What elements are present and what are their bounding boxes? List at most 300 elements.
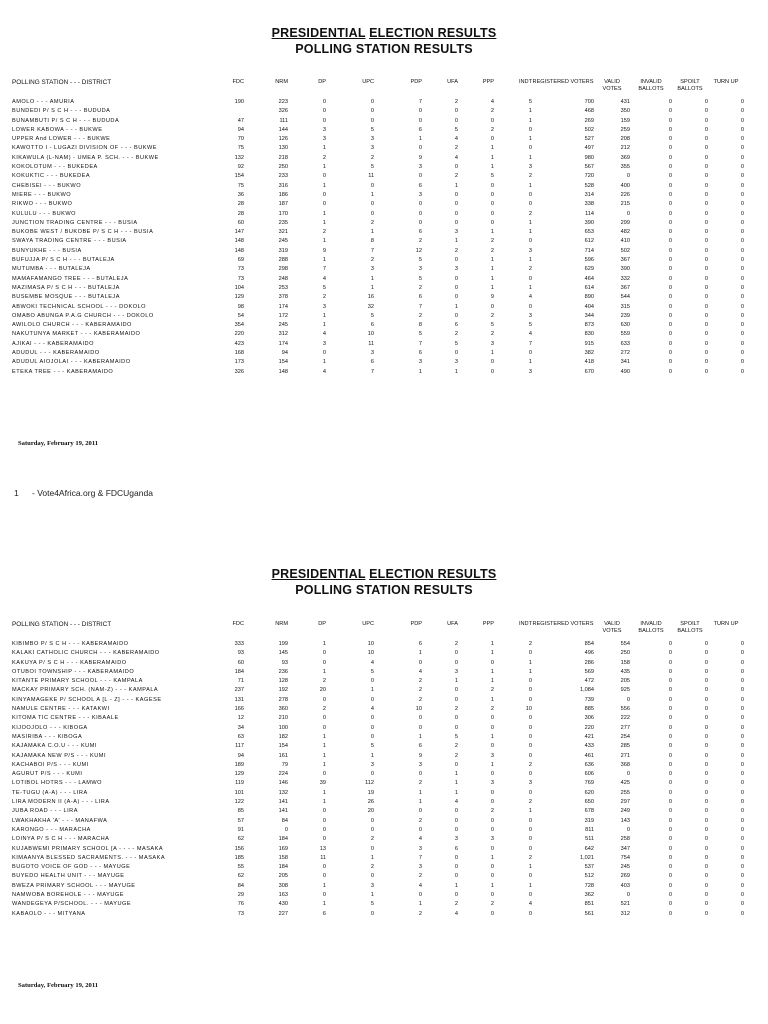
cell-nrm: 161 bbox=[278, 752, 288, 759]
column-header-station: POLLING STATION - - - DISTRICT bbox=[12, 621, 112, 628]
cell-fdc: 354 bbox=[234, 322, 244, 329]
cell-ufa: 0 bbox=[454, 164, 458, 171]
cell-turnup: 0 bbox=[740, 845, 744, 852]
cell-fdc: 156 bbox=[234, 845, 244, 852]
cell-spoilt: 0 bbox=[704, 99, 708, 105]
cell-indt: 1 bbox=[528, 136, 532, 143]
cell-valid: 403 bbox=[620, 882, 630, 889]
cell-spoilt: 0 bbox=[704, 715, 708, 722]
cell-valid: 239 bbox=[620, 312, 630, 319]
cell-valid: 369 bbox=[620, 154, 630, 161]
cell-turnup: 0 bbox=[740, 340, 744, 347]
cell-dp: 2 bbox=[322, 229, 326, 236]
cell-turnup: 0 bbox=[740, 780, 744, 787]
cell-station: MACKAY PRIMARY SCH. (NAM-Z) - - - KAMPALA bbox=[12, 687, 159, 694]
cell-station: KOKUKTIC - - - BUKEDEA bbox=[12, 173, 91, 180]
cell-invalid: 0 bbox=[668, 154, 672, 161]
cell-upc: 0 bbox=[370, 715, 374, 722]
cell-invalid: 0 bbox=[668, 668, 672, 675]
cell-upc: 0 bbox=[370, 117, 374, 124]
cell-upc: 1 bbox=[370, 892, 374, 899]
cell-ufa: 0 bbox=[454, 854, 458, 861]
column-header-spoilt: SPOILT BALLOTS bbox=[677, 621, 703, 634]
cell-indt: 1 bbox=[528, 359, 532, 366]
cell-spoilt: 0 bbox=[704, 154, 708, 161]
cell-fdc: 189 bbox=[234, 761, 244, 768]
cell-registered: 567 bbox=[584, 164, 594, 171]
cell-spoilt: 0 bbox=[704, 826, 708, 833]
table-row bbox=[12, 265, 744, 274]
cell-pdp: 3 bbox=[418, 191, 422, 198]
table-row bbox=[12, 659, 744, 668]
cell-upc: 0 bbox=[370, 826, 374, 833]
cell-indt: 5 bbox=[528, 99, 532, 105]
cell-invalid: 0 bbox=[668, 145, 672, 152]
cell-dp: 2 bbox=[322, 154, 326, 161]
column-header-valid: VALID VOTES bbox=[602, 621, 622, 634]
cell-indt: 0 bbox=[528, 817, 532, 824]
column-header-turnup: TURN UP bbox=[713, 621, 739, 627]
cell-registered: 306 bbox=[584, 715, 594, 722]
cell-invalid: 0 bbox=[668, 284, 672, 291]
cell-valid: 544 bbox=[620, 294, 630, 301]
cell-indt: 0 bbox=[528, 752, 532, 759]
table-row bbox=[12, 677, 744, 686]
table-row bbox=[12, 275, 744, 284]
cell-station: CHEBISEI - - - BUKWO bbox=[12, 182, 82, 189]
cell-fdc: 94 bbox=[237, 752, 244, 759]
table-row bbox=[12, 807, 744, 816]
cell-valid: 249 bbox=[620, 808, 630, 815]
cell-fdc: 184 bbox=[234, 668, 244, 675]
cell-ufa: 0 bbox=[454, 826, 458, 833]
cell-turnup: 0 bbox=[740, 668, 744, 675]
cell-spoilt: 0 bbox=[704, 173, 708, 180]
cell-fdc: 85 bbox=[237, 808, 244, 815]
cell-valid: 367 bbox=[620, 257, 630, 264]
cell-ufa: 0 bbox=[454, 275, 458, 282]
table-row bbox=[12, 191, 744, 200]
cell-ppp: 3 bbox=[490, 836, 494, 843]
cell-nrm: 154 bbox=[278, 359, 288, 366]
column-header-registered: REGISTERED VOTERS bbox=[532, 79, 594, 85]
cell-dp: 0 bbox=[322, 836, 326, 843]
cell-fdc: 29 bbox=[237, 892, 244, 899]
cell-turnup: 0 bbox=[740, 359, 744, 366]
cell-pdp: 7 bbox=[418, 99, 422, 105]
cell-ufa: 3 bbox=[454, 668, 458, 675]
cell-spoilt: 0 bbox=[704, 836, 708, 843]
cell-spoilt: 0 bbox=[704, 808, 708, 815]
cell-ufa: 2 bbox=[454, 173, 458, 180]
cell-station: LWAKHAKHA 'A' - - - MANAFWA bbox=[12, 817, 108, 824]
cell-nrm: 184 bbox=[278, 836, 288, 843]
table-row bbox=[12, 854, 744, 863]
cell-ufa: 1 bbox=[454, 789, 458, 796]
cell-station: KARONGO - - - MARACHA bbox=[12, 826, 91, 833]
cell-fdc: 28 bbox=[237, 210, 244, 217]
cell-pdp: 6 bbox=[418, 350, 422, 357]
cell-station: NAMULE CENTRE - - - KATAKWI bbox=[12, 706, 110, 713]
cell-upc: 3 bbox=[370, 145, 374, 152]
cell-ufa: 0 bbox=[454, 715, 458, 722]
cell-ppp: 0 bbox=[490, 799, 494, 806]
cell-upc: 5 bbox=[370, 901, 374, 908]
cell-nrm: 235 bbox=[278, 219, 288, 226]
cell-registered: 854 bbox=[584, 641, 594, 647]
cell-valid: 925 bbox=[620, 687, 630, 694]
cell-fdc: 12 bbox=[237, 715, 244, 722]
cell-valid: 435 bbox=[620, 668, 630, 675]
cell-ppp: 0 bbox=[490, 191, 494, 198]
cell-fdc: 54 bbox=[237, 312, 244, 319]
cell-station: KABAOLO - - - MITYANA bbox=[12, 910, 86, 917]
cell-ppp: 1 bbox=[490, 154, 494, 161]
cell-turnup: 0 bbox=[740, 873, 744, 880]
table-row bbox=[12, 284, 744, 293]
cell-registered: 720 bbox=[584, 173, 594, 180]
report-title: PRESIDENTIAL ELECTION RESULTS bbox=[271, 567, 497, 581]
table-row bbox=[12, 872, 744, 881]
cell-dp: 1 bbox=[322, 182, 326, 189]
cell-fdc: 148 bbox=[234, 238, 244, 245]
cell-indt: 1 bbox=[528, 808, 532, 815]
cell-turnup: 0 bbox=[740, 808, 744, 815]
cell-indt: 0 bbox=[528, 145, 532, 152]
cell-spoilt: 0 bbox=[704, 108, 708, 115]
cell-valid: 0 bbox=[626, 892, 630, 899]
cell-turnup: 0 bbox=[740, 173, 744, 180]
cell-valid: 245 bbox=[620, 864, 630, 871]
table-row bbox=[12, 789, 744, 798]
cell-dp: 0 bbox=[322, 201, 326, 208]
table-row bbox=[12, 340, 744, 349]
cell-pdp: 2 bbox=[418, 678, 422, 685]
cell-valid: 159 bbox=[620, 117, 630, 124]
cell-invalid: 0 bbox=[668, 173, 672, 180]
cell-ufa: 0 bbox=[454, 724, 458, 731]
table-row bbox=[12, 182, 744, 191]
cell-invalid: 0 bbox=[668, 136, 672, 143]
cell-turnup: 0 bbox=[740, 266, 744, 273]
cell-pdp: 5 bbox=[418, 331, 422, 338]
cell-invalid: 0 bbox=[668, 229, 672, 236]
cell-turnup: 0 bbox=[740, 229, 744, 236]
cell-dp: 1 bbox=[322, 145, 326, 152]
cell-turnup: 0 bbox=[740, 910, 744, 917]
cell-pdp: 6 bbox=[418, 743, 422, 750]
report-date: Saturday, February 19, 2011 bbox=[18, 440, 99, 447]
cell-upc: 5 bbox=[370, 164, 374, 171]
cell-spoilt: 0 bbox=[704, 229, 708, 236]
cell-turnup: 0 bbox=[740, 368, 744, 375]
cell-station: KUJABWEMI PRIMARY SCHOOL [A - - - - MASAKA bbox=[12, 845, 164, 852]
cell-dp: 0 bbox=[322, 350, 326, 357]
cell-ppp: 0 bbox=[490, 219, 494, 226]
cell-valid: 258 bbox=[620, 836, 630, 843]
cell-spoilt: 0 bbox=[704, 799, 708, 806]
cell-indt: 1 bbox=[528, 864, 532, 871]
cell-dp: 0 bbox=[322, 826, 326, 833]
cell-station: KAJAMAKA NEW P/S - - - KUMI bbox=[12, 752, 106, 759]
cell-dp: 0 bbox=[322, 715, 326, 722]
cell-ufa: 6 bbox=[454, 845, 458, 852]
cell-ufa: 1 bbox=[454, 771, 458, 778]
cell-dp: 0 bbox=[322, 771, 326, 778]
cell-spoilt: 0 bbox=[704, 771, 708, 778]
page-footer bbox=[14, 488, 153, 498]
cell-registered: 614 bbox=[584, 284, 594, 291]
cell-nrm: 128 bbox=[278, 678, 288, 685]
cell-indt: 1 bbox=[528, 257, 532, 264]
cell-spoilt: 0 bbox=[704, 350, 708, 357]
cell-indt: 0 bbox=[528, 724, 532, 731]
table-row bbox=[12, 668, 744, 677]
cell-registered: 472 bbox=[584, 678, 594, 685]
cell-station: JUNCTION TRADING CENTRE - - - BUSIA bbox=[12, 219, 138, 226]
cell-invalid: 0 bbox=[668, 108, 672, 115]
cell-registered: 678 bbox=[584, 808, 594, 815]
cell-fdc: 92 bbox=[237, 164, 244, 171]
cell-ppp: 0 bbox=[490, 892, 494, 899]
cell-upc: 0 bbox=[370, 845, 374, 852]
cell-spoilt: 0 bbox=[704, 817, 708, 824]
cell-registered: 344 bbox=[584, 312, 594, 319]
cell-turnup: 0 bbox=[740, 145, 744, 152]
cell-upc: 5 bbox=[370, 126, 374, 133]
cell-ppp: 3 bbox=[490, 780, 494, 787]
cell-ufa: 0 bbox=[454, 117, 458, 124]
table-row bbox=[12, 696, 744, 705]
cell-nrm: 163 bbox=[278, 892, 288, 899]
cell-fdc: 220 bbox=[234, 331, 244, 338]
cell-invalid: 0 bbox=[668, 312, 672, 319]
cell-fdc: 131 bbox=[234, 696, 244, 703]
cell-invalid: 0 bbox=[668, 247, 672, 254]
cell-pdp: 1 bbox=[418, 789, 422, 796]
cell-upc: 1 bbox=[370, 687, 374, 694]
cell-nrm: 141 bbox=[278, 799, 288, 806]
cell-ppp: 3 bbox=[490, 340, 494, 347]
cell-pdp: 6 bbox=[418, 294, 422, 301]
cell-station: OMABO ABUNGA P.A.G CHURCH - - - DOKOLO bbox=[12, 312, 154, 319]
cell-registered: 496 bbox=[584, 650, 594, 657]
cell-registered: 527 bbox=[584, 136, 594, 143]
cell-ppp: 0 bbox=[490, 201, 494, 208]
cell-pdp: 9 bbox=[418, 752, 422, 759]
cell-ufa: 3 bbox=[454, 359, 458, 366]
page-number: 1 bbox=[14, 488, 19, 498]
cell-ppp: 1 bbox=[490, 229, 494, 236]
cell-dp: 13 bbox=[319, 845, 326, 852]
column-header-upc: UPC bbox=[362, 79, 374, 85]
cell-registered: 468 bbox=[584, 108, 594, 115]
cell-upc: 8 bbox=[370, 238, 374, 245]
cell-registered: 980 bbox=[584, 154, 594, 161]
cell-dp: 0 bbox=[322, 808, 326, 815]
cell-ppp: 5 bbox=[490, 173, 494, 180]
table-row bbox=[12, 247, 744, 256]
cell-upc: 2 bbox=[370, 154, 374, 161]
cell-fdc: 423 bbox=[234, 340, 244, 347]
cell-invalid: 0 bbox=[668, 266, 672, 273]
cell-fdc: 70 bbox=[237, 136, 244, 143]
cell-registered: 830 bbox=[584, 331, 594, 338]
cell-registered: 114 bbox=[585, 210, 594, 217]
cell-registered: 653 bbox=[584, 229, 594, 236]
cell-fdc: 117 bbox=[235, 743, 244, 750]
cell-spoilt: 0 bbox=[704, 322, 708, 329]
cell-valid: 431 bbox=[620, 99, 630, 105]
cell-spoilt: 0 bbox=[704, 752, 708, 759]
cell-registered: 851 bbox=[584, 901, 594, 908]
cell-ppp: 1 bbox=[490, 696, 494, 703]
cell-turnup: 0 bbox=[740, 117, 744, 124]
column-header-ppp: PPP bbox=[482, 621, 494, 627]
cell-upc: 4 bbox=[370, 659, 374, 666]
cell-ppp: 2 bbox=[490, 808, 494, 815]
cell-turnup: 0 bbox=[740, 238, 744, 245]
cell-pdp: 6 bbox=[418, 182, 422, 189]
cell-indt: 0 bbox=[528, 826, 532, 833]
cell-dp: 4 bbox=[322, 275, 326, 282]
cell-upc: 19 bbox=[367, 789, 374, 796]
cell-indt: 0 bbox=[528, 303, 532, 310]
cell-nrm: 378 bbox=[278, 294, 288, 301]
cell-ppp: 0 bbox=[490, 743, 494, 750]
column-header-spoilt: SPOILT BALLOTS bbox=[677, 79, 703, 92]
cell-ppp: 1 bbox=[490, 275, 494, 282]
cell-ufa: 5 bbox=[454, 126, 458, 133]
cell-spoilt: 0 bbox=[704, 901, 708, 908]
cell-dp: 2 bbox=[322, 294, 326, 301]
cell-spoilt: 0 bbox=[704, 668, 708, 675]
cell-registered: 1,021 bbox=[580, 854, 594, 861]
cell-pdp: 0 bbox=[418, 808, 422, 815]
cell-turnup: 0 bbox=[740, 864, 744, 871]
cell-invalid: 0 bbox=[668, 817, 672, 824]
cell-station: MASIRIBA - - - KIBOGA bbox=[12, 733, 83, 740]
cell-dp: 3 bbox=[322, 303, 326, 310]
cell-turnup: 0 bbox=[740, 761, 744, 768]
cell-turnup: 0 bbox=[740, 854, 744, 861]
cell-registered: 1,084 bbox=[580, 687, 594, 694]
table-row bbox=[12, 742, 744, 751]
cell-ppp: 1 bbox=[490, 164, 494, 171]
cell-fdc: 73 bbox=[237, 266, 244, 273]
cell-nrm: 308 bbox=[278, 882, 288, 889]
table-row bbox=[12, 107, 744, 116]
cell-ppp: 1 bbox=[490, 882, 494, 889]
cell-station: KALAKI CATHOLIC CHURCH - - - KABERAMAIDO bbox=[12, 650, 160, 657]
cell-upc: 0 bbox=[370, 724, 374, 731]
table-row bbox=[12, 649, 744, 658]
table-row bbox=[12, 117, 744, 126]
cell-valid: 315 bbox=[620, 303, 630, 310]
cell-ufa: 0 bbox=[454, 892, 458, 899]
cell-turnup: 0 bbox=[740, 678, 744, 685]
cell-nrm: 145 bbox=[278, 650, 288, 657]
cell-pdp: 3 bbox=[418, 359, 422, 366]
cell-registered: 728 bbox=[584, 882, 594, 889]
cell-indt: 0 bbox=[528, 910, 532, 917]
cell-indt: 0 bbox=[528, 678, 532, 685]
cell-indt: 0 bbox=[528, 275, 532, 282]
cell-turnup: 0 bbox=[740, 136, 744, 143]
cell-registered: 612 bbox=[584, 238, 594, 245]
cell-nrm: 360 bbox=[278, 706, 288, 713]
cell-fdc: 154 bbox=[234, 173, 244, 180]
cell-dp: 2 bbox=[322, 706, 326, 713]
cell-fdc: 166 bbox=[234, 706, 244, 713]
cell-fdc: 101 bbox=[234, 789, 244, 796]
cell-station: KAKUYA P/ S C H - - - KABERAMAIDO bbox=[12, 659, 127, 666]
cell-ufa: 5 bbox=[454, 340, 458, 347]
cell-ppp: 1 bbox=[490, 733, 494, 740]
cell-registered: 421 bbox=[584, 733, 594, 740]
cell-ufa: 3 bbox=[454, 229, 458, 236]
cell-ufa: 0 bbox=[454, 864, 458, 871]
cell-fdc: 60 bbox=[237, 219, 244, 226]
cell-nrm: 312 bbox=[278, 331, 288, 338]
table-row bbox=[12, 882, 744, 891]
cell-turnup: 0 bbox=[740, 882, 744, 889]
cell-fdc: 62 bbox=[237, 836, 244, 843]
cell-fdc: 98 bbox=[237, 303, 244, 310]
column-header-pdp: PDP bbox=[410, 79, 422, 85]
column-header-dp: DP bbox=[318, 621, 326, 627]
cell-indt: 5 bbox=[528, 322, 532, 329]
cell-pdp: 0 bbox=[418, 715, 422, 722]
results-table bbox=[12, 79, 744, 377]
cell-spoilt: 0 bbox=[704, 303, 708, 310]
cell-spoilt: 0 bbox=[704, 780, 708, 787]
cell-valid: 559 bbox=[620, 331, 630, 338]
cell-station: MAZIMASA P/ S C H - - - BUTALEJA bbox=[12, 284, 120, 291]
report-date: Saturday, February 19, 2011 bbox=[18, 982, 99, 989]
column-header-pdp: PDP bbox=[410, 621, 422, 627]
cell-ppp: 5 bbox=[490, 322, 494, 329]
cell-turnup: 0 bbox=[740, 210, 744, 217]
cell-pdp: 3 bbox=[418, 845, 422, 852]
cell-dp: 1 bbox=[322, 238, 326, 245]
cell-spoilt: 0 bbox=[704, 743, 708, 750]
cell-spoilt: 0 bbox=[704, 294, 708, 301]
cell-pdp: 1 bbox=[418, 901, 422, 908]
cell-invalid: 0 bbox=[668, 771, 672, 778]
table-row bbox=[12, 826, 744, 835]
cell-fdc: 55 bbox=[237, 864, 244, 871]
cell-valid: 341 bbox=[620, 359, 630, 366]
cell-dp: 0 bbox=[322, 650, 326, 657]
cell-turnup: 0 bbox=[740, 743, 744, 750]
cell-upc: 10 bbox=[367, 641, 374, 647]
cell-indt: 0 bbox=[528, 126, 532, 133]
cell-upc: 32 bbox=[367, 303, 374, 310]
cell-station: KIBIMBO P/ S C H - - - KABERAMAIDO bbox=[12, 641, 129, 647]
cell-invalid: 0 bbox=[668, 238, 672, 245]
cell-ppp: 1 bbox=[490, 350, 494, 357]
column-header-invalid: INVALID BALLOTS bbox=[638, 621, 664, 634]
cell-valid: 212 bbox=[620, 145, 630, 152]
cell-ufa: 0 bbox=[454, 808, 458, 815]
cell-registered: 569 bbox=[584, 668, 594, 675]
table-row bbox=[12, 172, 744, 181]
cell-nrm: 174 bbox=[278, 303, 288, 310]
cell-dp: 4 bbox=[322, 368, 326, 375]
cell-ufa: 1 bbox=[454, 882, 458, 889]
table-row bbox=[12, 705, 744, 714]
